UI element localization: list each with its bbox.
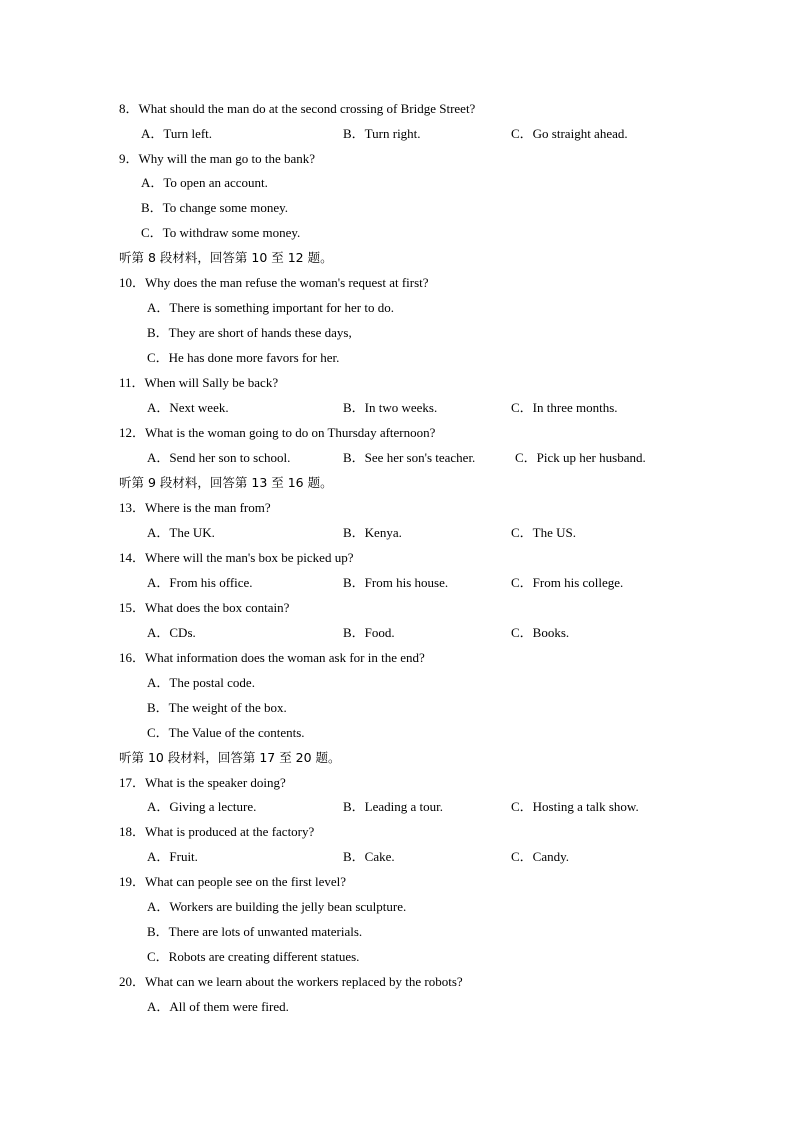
question-12-option-a: A．Send her son to school. <box>147 450 291 465</box>
question-19-option-b: B．There are lots of unwanted materials. <box>147 924 363 939</box>
section-10-heading: 听第 10 段材料，回答第 17 至 20 题。 <box>119 750 341 765</box>
question-18-option-a: A．Fruit. <box>147 849 198 864</box>
question-11-stem: 11．When will Sally be back? <box>119 375 279 390</box>
question-14-option-a: A．From his office. <box>147 575 253 590</box>
question-11-option-c: C．In three months. <box>511 400 618 415</box>
question-12-option-c: C．Pick up her husband. <box>515 450 646 465</box>
question-15-option-c: C．Books. <box>511 625 570 640</box>
question-14-stem: 14．Where will the man's box be picked up? <box>119 550 354 565</box>
question-19-option-a: A．Workers are building the jelly bean sculpture. <box>147 899 407 914</box>
question-20-stem: 20．What can we learn about the workers replaced by the robots? <box>119 974 463 989</box>
question-9-option-c: C．To withdraw some money. <box>141 225 301 240</box>
question-15-option-b: B．Food. <box>343 625 395 640</box>
question-13-option-b: B．Kenya. <box>343 525 402 540</box>
question-8-option-b: B．Turn right. <box>343 126 421 141</box>
question-18-option-b: B．Cake. <box>343 849 395 864</box>
question-12-stem: 12．What is the woman going to do on Thursday afternoon? <box>119 425 436 440</box>
question-10-option-b: B．They are short of hands these days, <box>147 325 352 340</box>
question-16-option-b: B．The weight of the box. <box>147 700 287 715</box>
question-17-option-c: C．Hosting a talk show. <box>511 799 639 814</box>
question-19-stem: 19．What can people see on the first level? <box>119 874 347 889</box>
question-20-option-a: A．All of them were fired. <box>147 999 289 1014</box>
question-9-option-a: A．To open an account. <box>141 175 268 190</box>
question-10-option-a: A．There is something important for her to do. <box>147 300 394 315</box>
question-12-option-b: B．See her son's teacher. <box>343 450 476 465</box>
question-18-option-c: C．Candy. <box>511 849 570 864</box>
question-18-stem: 18．What is produced at the factory? <box>119 824 315 839</box>
question-16-option-a: A．The postal code. <box>147 675 255 690</box>
question-14-option-b: B．From his house. <box>343 575 449 590</box>
question-13-stem: 13．Where is the man from? <box>119 500 271 515</box>
question-16-option-c: C．The Value of the contents. <box>147 725 305 740</box>
question-10-option-c: C．He has done more favors for her. <box>147 350 340 365</box>
question-8-option-c: C．Go straight ahead. <box>511 126 628 141</box>
question-16-stem: 16．What information does the woman ask for in the end? <box>119 650 425 665</box>
question-17-option-a: A．Giving a lecture. <box>147 799 257 814</box>
question-11-option-b: B．In two weeks. <box>343 400 438 415</box>
question-10-stem: 10．Why does the man refuse the woman's request at first? <box>119 275 429 290</box>
section-9-heading: 听第 9 段材料，回答第 13 至 16 题。 <box>119 475 333 490</box>
question-8-stem: 8．What should the man do at the second crossing of Bridge Street? <box>119 101 476 116</box>
question-19-option-c: C．Robots are creating different statues. <box>147 949 360 964</box>
question-15-option-a: A．CDs. <box>147 625 196 640</box>
question-15-stem: 15．What does the box contain? <box>119 600 290 615</box>
question-14-option-c: C．From his college. <box>511 575 624 590</box>
section-8-heading: 听第 8 段材料，回答第 10 至 12 题。 <box>119 250 333 265</box>
question-17-stem: 17．What is the speaker doing? <box>119 775 286 790</box>
question-9-stem: 9．Why will the man go to the bank? <box>119 151 316 166</box>
question-13-option-c: C．The US. <box>511 525 577 540</box>
question-11-option-a: A．Next week. <box>147 400 229 415</box>
question-13-option-a: A．The UK. <box>147 525 215 540</box>
question-17-option-b: B．Leading a tour. <box>343 799 444 814</box>
question-8-option-a: A．Turn left. <box>141 126 213 141</box>
question-9-option-b: B．To change some money. <box>141 200 288 215</box>
